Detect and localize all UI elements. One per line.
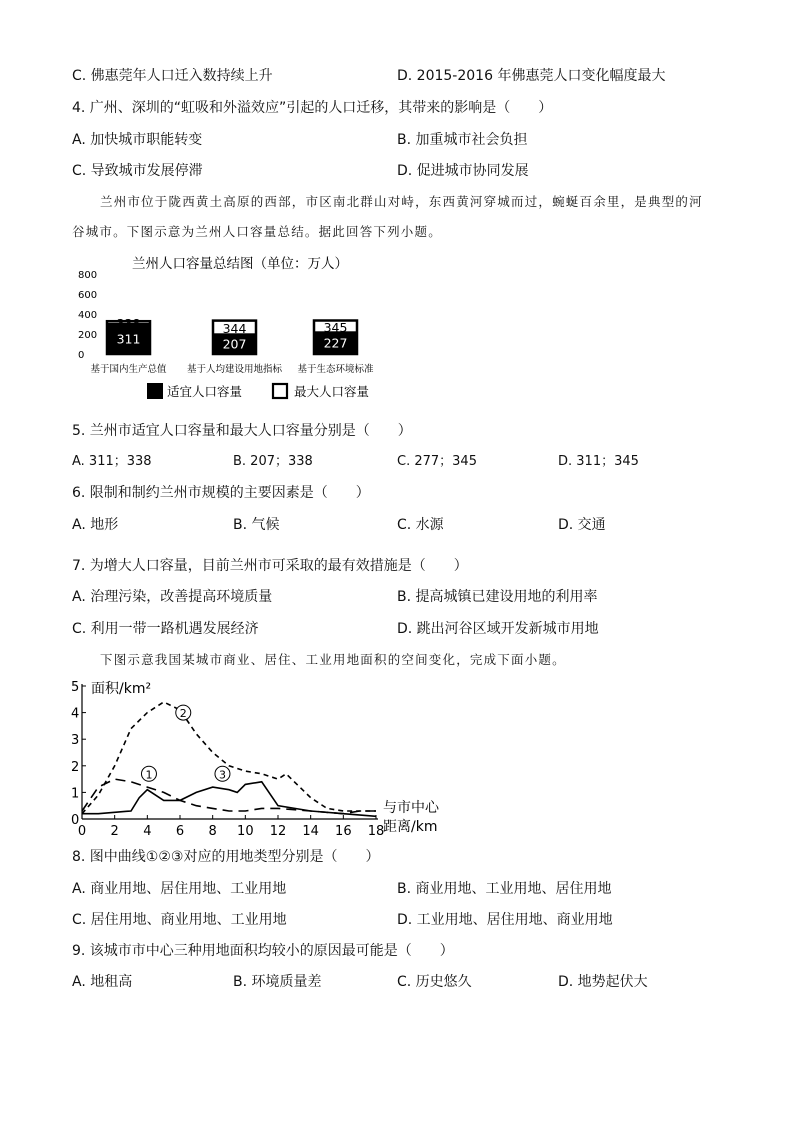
q6-stem: 6. 限制和制约兰州市规模的主要因素是（ ） — [72, 485, 370, 501]
x-tick-label: 8 — [208, 824, 217, 839]
y-tick-label: 200 — [78, 330, 98, 341]
intro-lanzhou-line1: 兰州市位于陇西黄土高原的西部，市区南北群山对峙，东西黄河穿城而过，蜿蜒百余里，是典型的河 — [100, 194, 703, 209]
q5-option-b: B. 207；338 — [233, 454, 313, 469]
series-label-1: 1 — [145, 768, 153, 782]
x-axis-title-line2: 距离/km — [383, 819, 438, 835]
x-tick-label: 10 — [237, 824, 254, 839]
x-tick-label: 0 — [77, 824, 87, 839]
legend-label-max: 最大人口容量 — [294, 384, 370, 399]
q5-option-a: A. 311；338 — [72, 454, 152, 469]
q8-stem: 8. 图中曲线①②③对应的用地类型分别是（ ） — [72, 849, 380, 865]
intro-landuse: 下图示意我国某城市商业、居住、工业用地面积的空间变化，完成下面小题。 — [100, 652, 566, 667]
q4-stem: 4. 广州、深圳的“虹吸和外溢效应”引起的人口迁移，其带来的影响是（ ） — [72, 100, 553, 116]
category-label: 基于人均建设用地指标 — [186, 364, 283, 375]
q9-option-d: D. 地势起伏大 — [558, 974, 648, 990]
q4-option-b: B. 加重城市社会负担 — [397, 132, 528, 148]
y-tick-label: 0 — [78, 350, 85, 361]
x-tick-label: 12 — [269, 824, 287, 839]
q8-option-b: B. 商业用地、工业用地、居住用地 — [397, 881, 612, 897]
series-line-2 — [82, 702, 376, 814]
q5-option-d: D. 311；345 — [558, 454, 639, 469]
y-tick-label: 4 — [71, 706, 80, 722]
x-axis-title-line1: 与市中心 — [383, 800, 439, 816]
land-use-chart — [66, 676, 466, 840]
q3-option-c: C. 佛惠莞年人口迁入数持续上升 — [72, 68, 273, 84]
y-tick-label: 5 — [71, 680, 80, 695]
series-label-3: 3 — [218, 768, 226, 782]
legend-swatch-max — [273, 384, 287, 398]
category-label: 基于国内生产总值 — [90, 364, 167, 375]
q6-option-c: C. 水源 — [397, 517, 444, 533]
y-tick-label: 2 — [71, 759, 80, 775]
chart-title: 兰州人口容量总结图（单位：万人） — [132, 256, 348, 272]
q8-option-a: A. 商业用地、居住用地、工业用地 — [72, 881, 287, 897]
x-tick-label: 4 — [143, 824, 152, 839]
x-tick-label: 16 — [335, 824, 352, 839]
q7-option-d: D. 跳出河谷区域开发新城市用地 — [397, 621, 599, 637]
q8-option-c: C. 居住用地、商业用地、工业用地 — [72, 912, 287, 928]
data-label-max: 338 — [116, 316, 141, 332]
y-axis-title: 面积/km² — [91, 681, 152, 697]
y-tick-label: 1 — [71, 786, 80, 802]
q6-option-d: D. 交通 — [558, 517, 606, 533]
intro-lanzhou-line2: 谷城市。下图示意为兰州人口容量总结。据此回答下列小题。 — [72, 224, 442, 239]
y-tick-label: 800 — [78, 270, 98, 281]
legend-swatch-suitable — [147, 383, 163, 399]
data-label-suitable: 227 — [323, 335, 348, 351]
y-tick-label: 0 — [71, 813, 80, 828]
q9-option-b: B. 环境质量差 — [233, 974, 322, 990]
data-label-max: 345 — [323, 319, 348, 335]
series-label-2: 2 — [179, 707, 187, 721]
category-label: 基于生态环境标准 — [297, 364, 374, 375]
legend-label-suitable: 适宜人口容量 — [167, 384, 243, 399]
x-tick-label: 18 — [367, 824, 385, 839]
q4-option-a: A. 加快城市职能转变 — [72, 132, 203, 148]
population-capacity-chart — [70, 250, 400, 402]
y-tick-label: 3 — [71, 733, 80, 749]
q5-option-c: C. 277；345 — [397, 454, 477, 469]
q3-option-d: D. 2015-2016 年佛惠莞人口变化幅度最大 — [397, 68, 666, 84]
q7-option-c: C. 利用一带一路机遇发展经济 — [72, 621, 259, 637]
data-label-max: 344 — [222, 320, 247, 336]
y-tick-label: 400 — [78, 310, 98, 321]
q9-option-c: C. 历史悠久 — [397, 974, 472, 990]
q9-stem: 9. 该城市市中心三种用地面积均较小的原因最可能是（ ） — [72, 943, 454, 959]
q5-stem: 5. 兰州市适宜人口容量和最大人口容量分别是（ ） — [72, 423, 412, 439]
q7-stem: 7. 为增大人口容量，目前兰州市可采取的最有效措施是（ ） — [72, 558, 468, 574]
q4-option-c: C. 导致城市发展停滞 — [72, 163, 203, 179]
x-tick-label: 14 — [302, 824, 319, 839]
q6-option-a: A. 地形 — [72, 517, 119, 533]
q6-option-b: B. 气候 — [233, 517, 280, 533]
q7-option-a: A. 治理污染，改善提高环境质量 — [72, 589, 273, 605]
q9-option-a: A. 地租高 — [72, 974, 133, 990]
data-label-suitable: 207 — [222, 336, 247, 352]
y-tick-label: 600 — [78, 290, 98, 301]
data-label-suitable: 311 — [116, 331, 141, 347]
q4-option-d: D. 促进城市协同发展 — [397, 163, 529, 179]
q7-option-b: B. 提高城镇已建设用地的利用率 — [397, 589, 598, 605]
q8-option-d: D. 工业用地、居住用地、商业用地 — [397, 912, 613, 928]
x-tick-label: 6 — [175, 824, 185, 839]
x-tick-label: 2 — [110, 824, 119, 839]
